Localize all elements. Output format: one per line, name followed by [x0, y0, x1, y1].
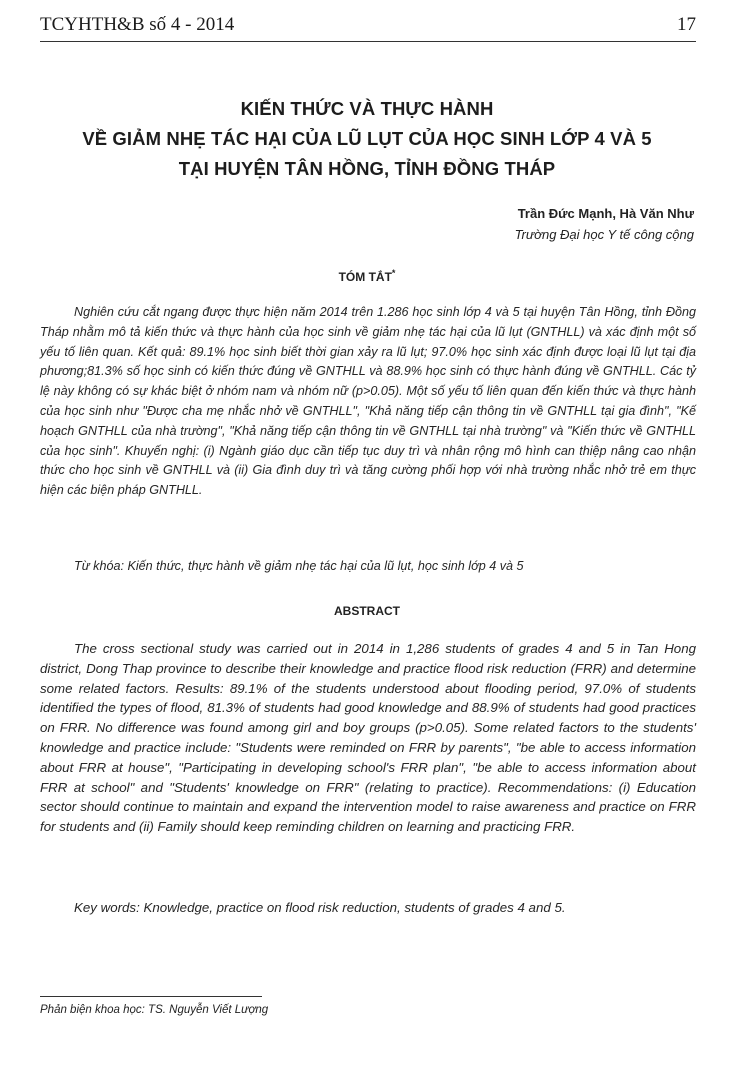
footnote-rule — [40, 996, 262, 997]
title-line-2: VỀ GIẢM NHẸ TÁC HẠI CỦA LŨ LỤT CỦA HỌC SINH LỚP 4 VÀ 5 — [82, 128, 652, 149]
title-line-1: KIẾN THỨC VÀ THỰC HÀNH — [240, 98, 494, 119]
journal-issue: TCYHTH&B số 4 - 2014 — [40, 14, 235, 35]
english-keywords: Key words: Knowledge, practice on flood risk reduction, students of grades 4 and 5. — [74, 900, 566, 915]
vietnamese-abstract-body: Nghiên cứu cắt ngang được thực hiện năm 2014 trên 1.286 học sinh lớp 4 và 5 tại huyện Tân Hồng, tỉnh Đồng Tháp nhằm mô tả kiến thức và thực hành của học sinh về giảm nhẹ tác hại của lũ lụt (GNTHLL) và xác định một số yếu tố liên quan. Kết quả: 89.1% học sinh biết thời gian xảy ra lũ lụt; 97.0% học sinh xác định được loại lũ lụt tại địa phương;81.3% số học sinh có kiến thức đúng về GNTHLL và 88.9% học sinh có thực hành đúng về GNTHLL. Các tỷ lệ này không có sự khác biệt ở nhóm nam và nhóm nữ (p>0.05). Một số yếu tố liên quan đến kiến thức và thực hành của học sinh như "Được cha mẹ nhắc nhở về GNTHLL", "Khả năng tiếp cận thông tin về GNTHLL tại gia đình", "Kế hoạch GNTHLL của nhà trường", "Khả năng tiếp cận thông tin về GNTHLL tại nhà trường" và "Kiến thức về GNTHLL của học sinh". Khuyến nghị: (i) Ngành giáo dục cần tiếp tục duy trì và nhân rộng mô hình can thiệp nâng cao nhận thức cho học sinh về GNTHLL và (ii) Gia đình duy trì và tăng cường phối hợp với nhà trường nhắc nhở trẻ em thực hiện các biện pháp GNTHLL. — [40, 305, 696, 498]
article-title — [20, 94, 714, 184]
english-abstract-heading: ABSTRACT — [334, 604, 400, 618]
header-rule — [40, 41, 696, 42]
author-block — [515, 203, 694, 245]
running-header — [40, 14, 696, 40]
vietnamese-abstract-heading — [0, 268, 734, 284]
title-line-3: TẠI HUYỆN TÂN HỒNG, TỈNH ĐỒNG THÁP — [178, 158, 556, 179]
english-abstract-body: The cross sectional study was carried out in 2014 in 1,286 students of grades 4 and 5 in Tan Hong district, Dong Thap province to describe their knowledge and practice flood risk reduction (FRR) and determine some related factors. Results: 89.1% of the students understood about flooding period, 97.0% of students identified the types of flood, 81.3% of students had good knowledge and 88.9% of students had good practices on FRR. No difference was found among girl and boy groups (p>0.05). Some related factors to the students' knowledge and practice include: "Students were reminded on FRR by parents", "be able to access information about FRR at house", "Participating in developing school's FRR plan", "be able to access information about FRR at school" and "Students' knowledge on FRR" (relating to practice). Recommendations: (i) Education sector should continue to maintain and expand the intervention model to raise awareness and practice on FRR for students and (ii) Family should keep reminding children on learning and practicing FRR. — [40, 641, 696, 835]
vietnamese-keywords: Từ khóa: Kiến thức, thực hành về giảm nhẹ tác hại của lũ lụt, học sinh lớp 4 và 5 — [74, 559, 524, 573]
author-names: Trần Đức Mạnh, Hà Văn Như — [517, 206, 694, 221]
vietnamese-abstract-heading-text: TÓM TẮT — [338, 270, 392, 284]
author-affiliation: Trường Đại học Y tế công cộng — [514, 227, 694, 242]
reviewer-footnote: Phản biện khoa học: TS. Nguyễn Viết Lượng — [40, 1004, 269, 1016]
heading-footnote-mark: * — [391, 268, 396, 278]
page-number: 17 — [677, 14, 696, 35]
